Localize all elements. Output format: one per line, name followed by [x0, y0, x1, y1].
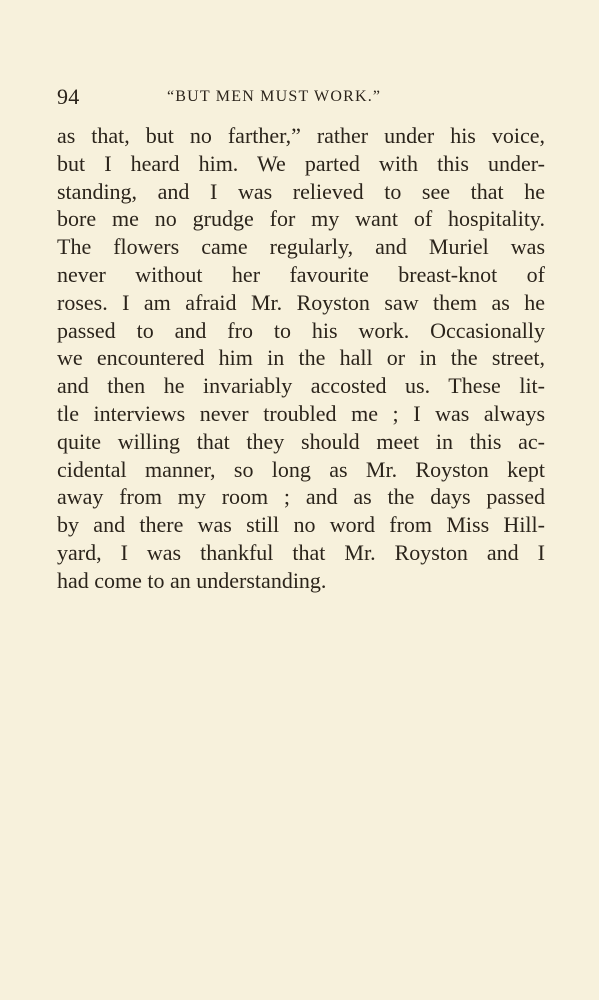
- body-text: [57, 122, 545, 595]
- text-line: but I heard him. We parted with this under-: [57, 150, 545, 176]
- text-line: passed to and fro to his work. Occasionally: [57, 317, 545, 343]
- page-number: 94: [57, 84, 80, 109]
- text-line: had come to an understanding.: [57, 567, 327, 593]
- text-line: tle interviews never troubled me ; I was always: [57, 400, 545, 426]
- text-line: bore me no grudge for my want of hospitality.: [57, 206, 545, 232]
- text-line: standing, and I was relieved to see that he: [57, 178, 545, 204]
- text-line: as that, but no farther,” rather under his voice,: [57, 123, 545, 148]
- page-header: [57, 82, 545, 112]
- text-line: away from my room ; and as the days passed: [57, 484, 545, 510]
- text-line: The flowers came regularly, and Muriel was: [57, 234, 545, 260]
- text-line: and then he invariably accosted us. These lit-: [57, 373, 545, 399]
- text-line: cidental manner, so long as Mr. Royston kept: [57, 456, 545, 482]
- text-line: we encountered him in the hall or in the street,: [57, 345, 545, 371]
- text-line: by and there was still no word from Miss Hill-: [57, 512, 545, 538]
- text-line: never without her favourite breast-knot of: [57, 261, 545, 287]
- text-line: roses. I am afraid Mr. Royston saw them as he: [57, 289, 545, 315]
- text-line: quite willing that they should meet in this ac-: [57, 428, 545, 454]
- text-line: yard, I was thankful that Mr. Royston and I: [57, 539, 545, 565]
- running-title: “BUT MEN MUST WORK.”: [167, 88, 382, 105]
